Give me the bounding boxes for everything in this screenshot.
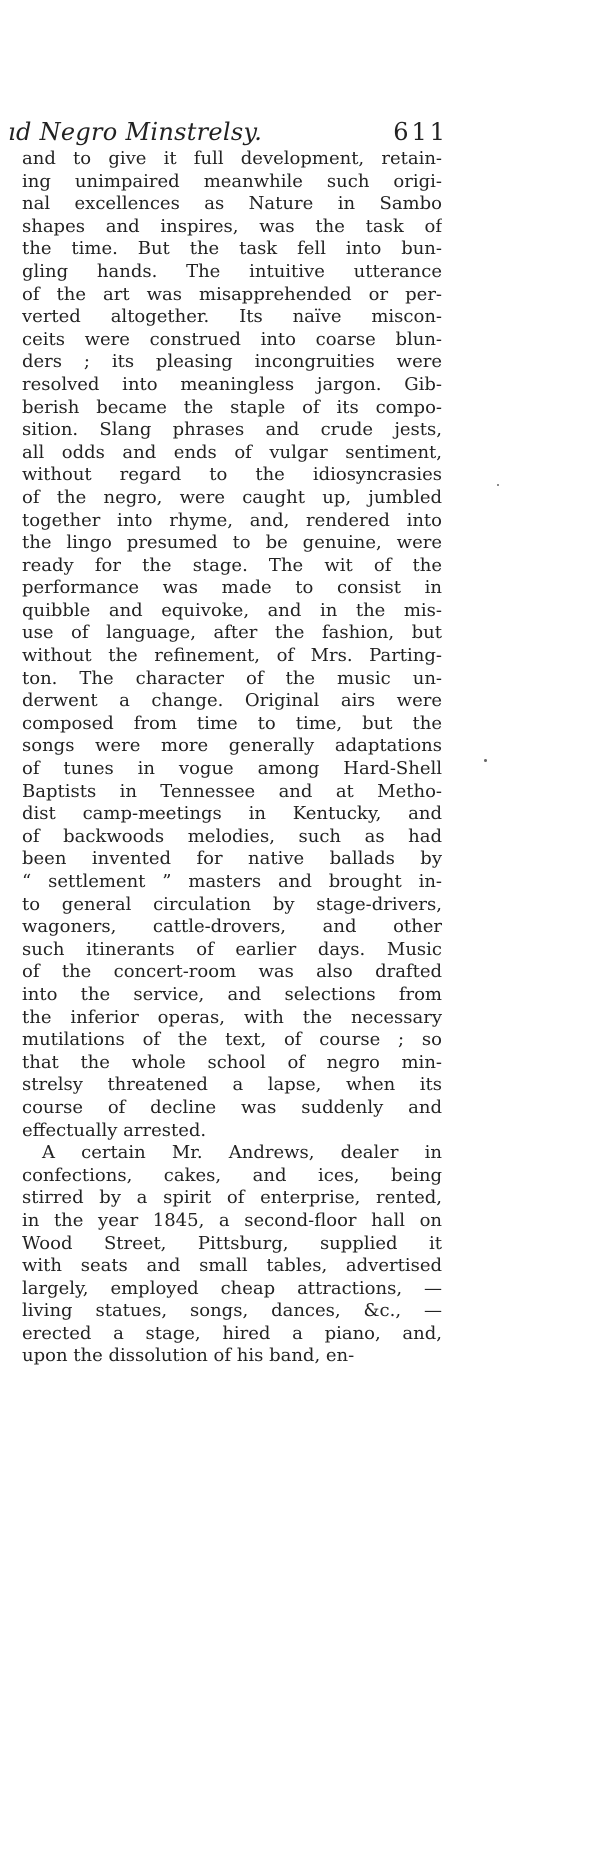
text-line: “ settlement ” masters and brought in- [22, 871, 442, 892]
text-line: dist camp-meetings in Kentucky, and [22, 803, 442, 825]
text-line: in the year 1845, a second-floor hall on [22, 1209, 442, 1231]
text-line: strelsy threatened a lapse, when its [22, 1074, 442, 1096]
text-line: ceits were construed into coarse blun- [22, 328, 442, 350]
text-line: mutilations of the text, of course ; so [22, 1029, 442, 1051]
text-line: with seats and small tables, advertised [22, 1255, 442, 1277]
paragraph [22, 148, 442, 1142]
text-line: quibble and equivoke, and in the mis- [22, 599, 442, 621]
text-line: been invented for native ballads by [22, 848, 442, 870]
text-line: stirred by a spirit of enterprise, rented, [22, 1187, 442, 1209]
text-line: derwent a change. Original airs were [22, 690, 442, 712]
text-line: use of language, after the fashion, but [22, 622, 442, 644]
text-line: ready for the stage. The wit of the [22, 554, 442, 576]
text-line: largely, employed cheap attractions, — [22, 1277, 442, 1299]
text-line: erected a stage, hired a piano, and, [22, 1322, 442, 1344]
text-line: the lingo presumed to be genuine, were [22, 532, 442, 554]
text-line: of the art was misapprehended or per- [22, 283, 442, 305]
text-line: of the negro, were caught up, jumbled [22, 486, 442, 508]
running-title: ıd Negro Minstrelsy. [8, 118, 263, 146]
text-line: course of decline was suddenly and [22, 1096, 442, 1118]
print-speck [497, 484, 499, 486]
text-line: confections, cakes, and ices, being [22, 1164, 442, 1186]
text-line: without regard to the idiosyncrasies [22, 464, 442, 486]
text-line: berish became the staple of its compo- [22, 396, 442, 418]
text-line: the time. But the task fell into bun- [22, 238, 442, 260]
body-text [22, 148, 442, 1368]
print-speck [484, 759, 487, 762]
text-line: verted altogether. Its naïve miscon- [22, 306, 442, 328]
text-line: resolved into meaningless jargon. Gib- [22, 373, 442, 395]
text-line: without the refinement, of Mrs. Parting- [22, 645, 442, 667]
text-line: into the service, and selections from [22, 983, 442, 1005]
text-line: to general circulation by stage-drivers, [22, 893, 442, 915]
text-line: effectually arrested. [22, 1119, 207, 1141]
text-line: wagoners, cattle-drovers, and other [22, 916, 442, 938]
text-line: of the concert-room was also drafted [22, 961, 442, 983]
text-line: such itinerants of earlier days. Music [22, 938, 442, 960]
text-line: sition. Slang phrases and crude jests, [22, 419, 442, 441]
text-line: that the whole school of negro min- [22, 1051, 442, 1073]
page-number: 611 [393, 118, 448, 146]
text-line: the inferior operas, with the necessary [22, 1006, 442, 1028]
text-line: upon the dissolution of his band, en- [22, 1345, 355, 1367]
text-line: of tunes in vogue among Hard-Shell [22, 758, 442, 780]
text-line: of backwoods melodies, such as had [22, 825, 442, 847]
text-line: all odds and ends of vulgar sentiment, [22, 441, 442, 463]
text-line: Baptists in Tennessee and at Metho- [22, 780, 442, 802]
text-line: composed from time to time, but the [22, 712, 442, 734]
text-line: and to give it full development, retain- [22, 148, 442, 169]
text-line: ton. The character of the music un- [22, 667, 442, 689]
text-line: nal excellences as Nature in Sambo [22, 193, 442, 215]
text-line: songs were more generally adaptations [22, 735, 442, 757]
text-line: performance was made to consist in [22, 577, 442, 599]
text-line: shapes and inspires, was the task of [22, 215, 442, 237]
text-line: living statues, songs, dances, &c., — [22, 1300, 442, 1322]
text-line: ders ; its pleasing incongruities were [22, 351, 442, 373]
running-head [8, 118, 448, 152]
text-line: Wood Street, Pittsburg, supplied it [22, 1232, 442, 1254]
text-line: ing unimpaired meanwhile such origi- [22, 170, 442, 192]
text-line: together into rhyme, and, rendered into [22, 509, 442, 531]
text-line: gling hands. The intuitive utterance [22, 260, 442, 282]
text-line: A certain Mr. Andrews, dealer in [42, 1142, 442, 1164]
paragraph [22, 1142, 442, 1368]
